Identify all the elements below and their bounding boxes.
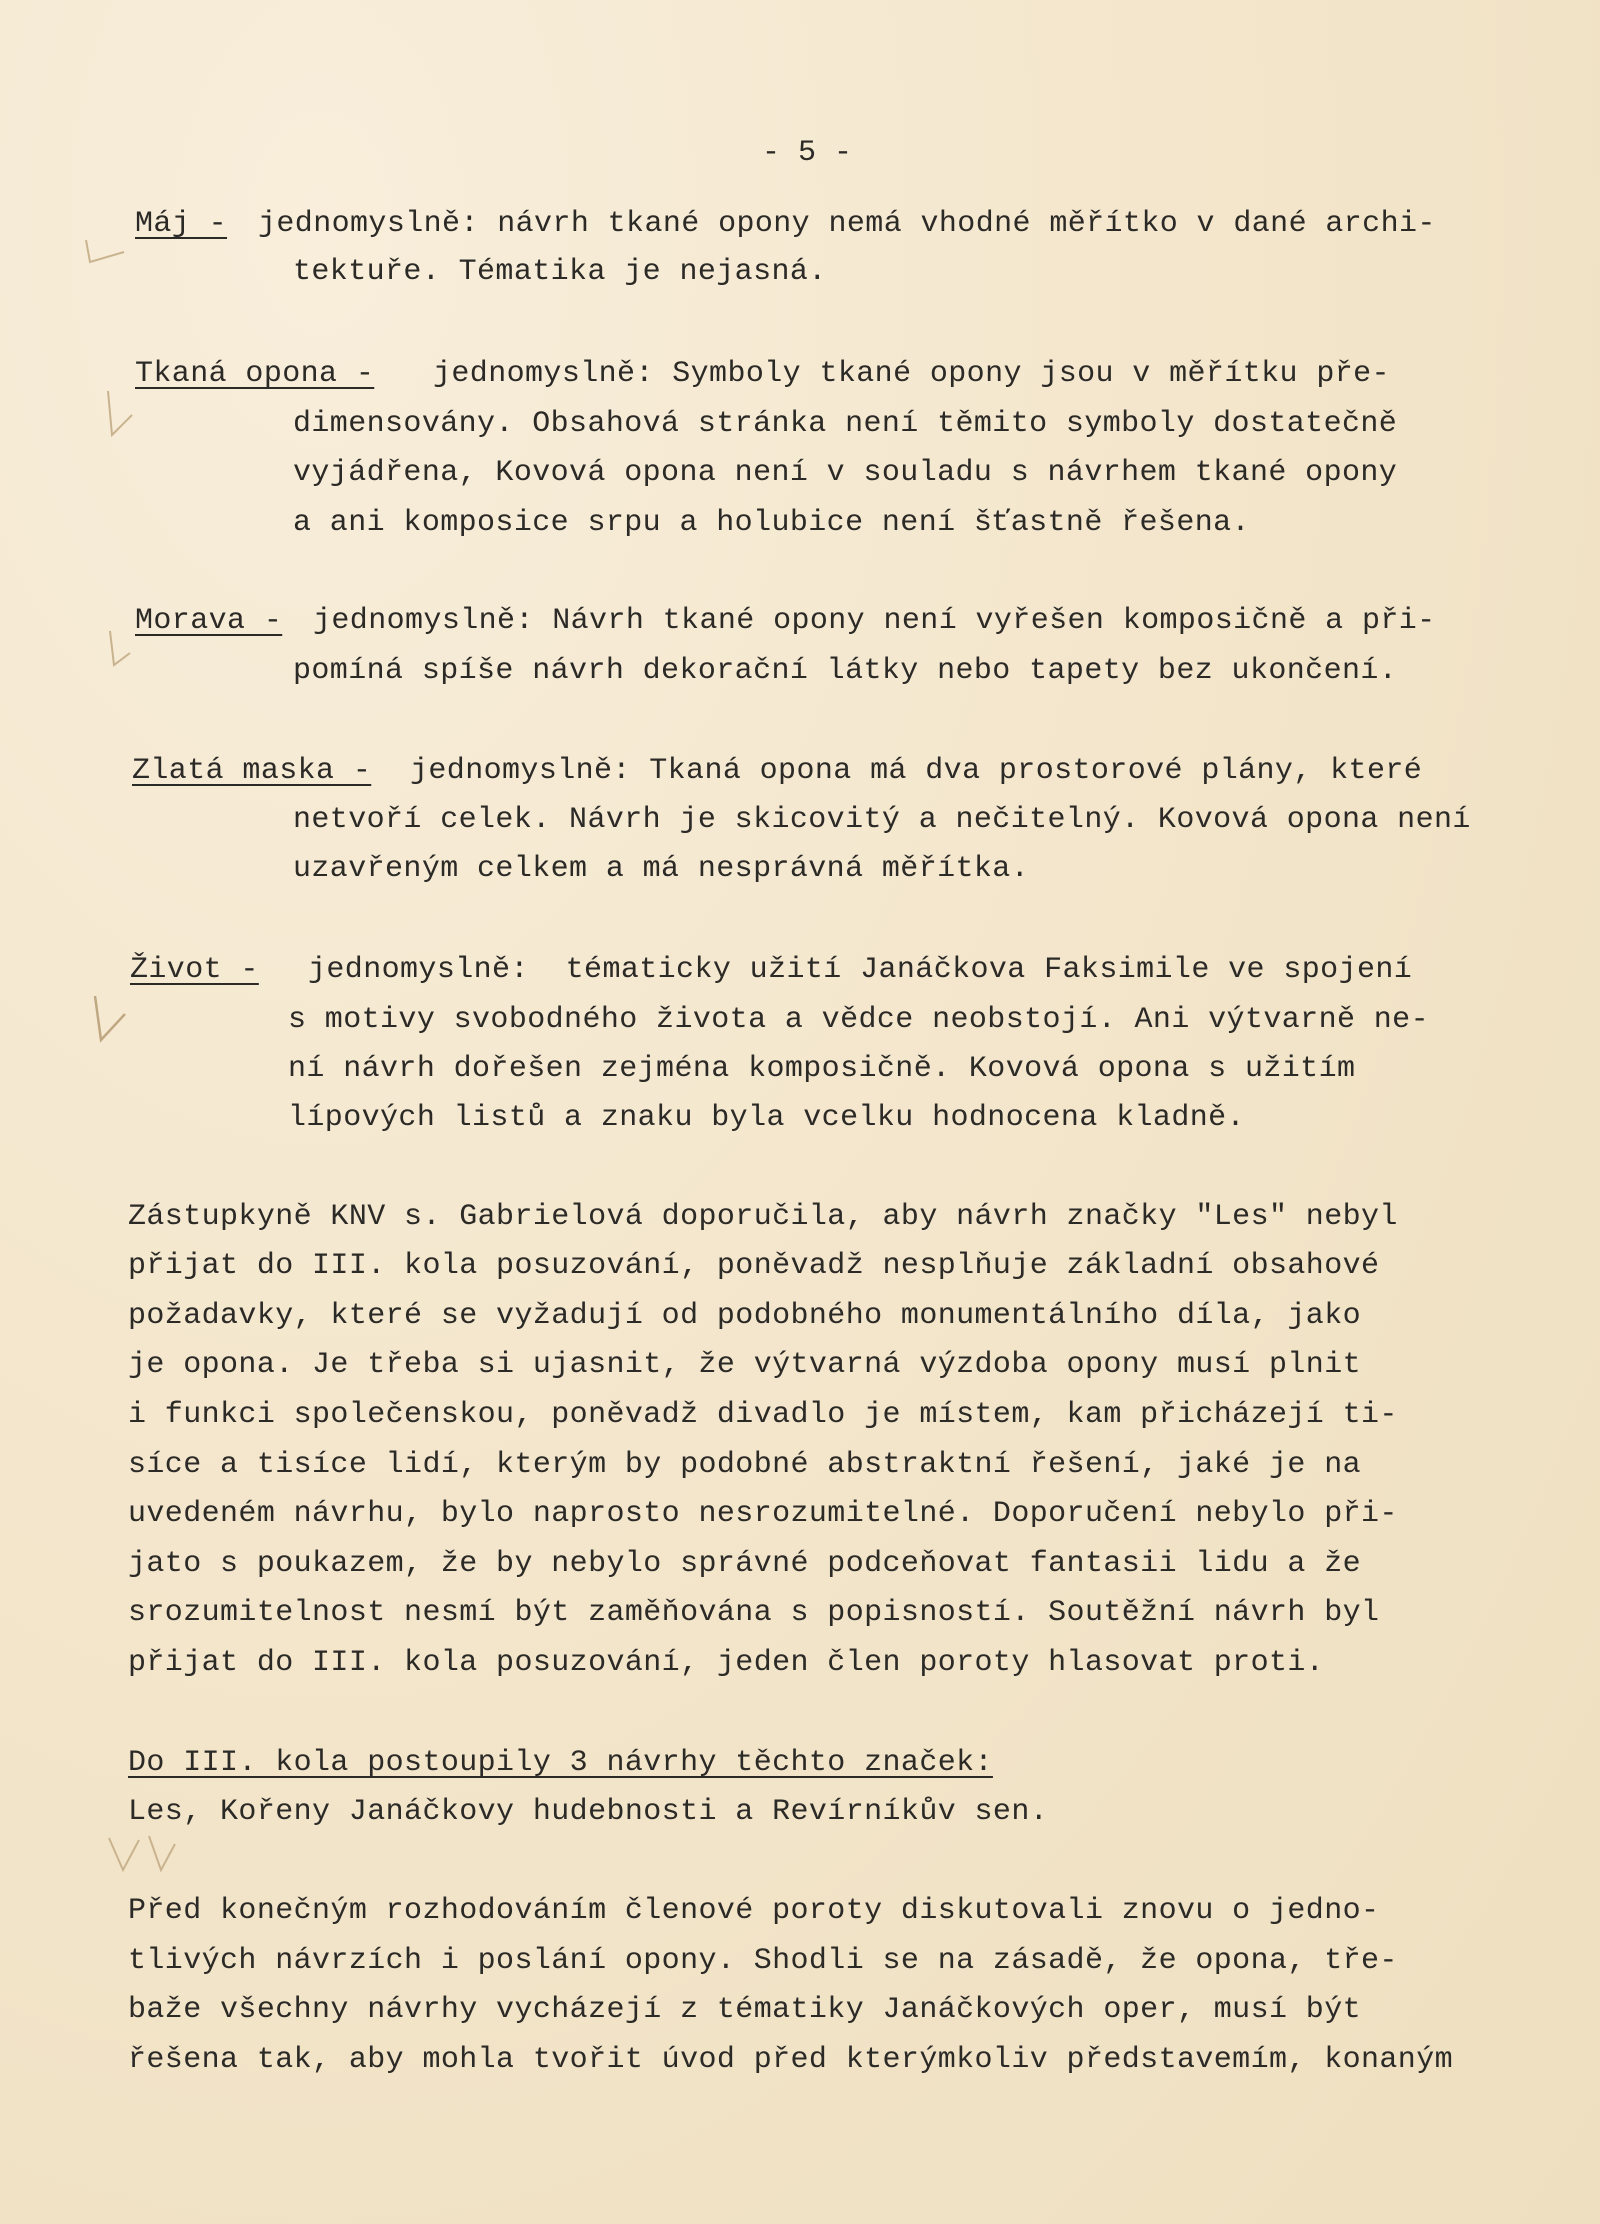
paragraph-line: řešena tak, aby mohla tvořit úvod před kterýmkoliv představemím, konaným xyxy=(128,2043,1454,2077)
page-number: - 5 - xyxy=(762,136,853,170)
paragraph-line: jato s poukazem, že by nebylo správné podceňovat fantasii lidu a že xyxy=(128,1547,1361,1581)
paragraph-line: tlivých návrzích i poslání opony. Shodli se na zásadě, že opona, tře- xyxy=(128,1944,1398,1978)
entry-line: dimensovány. Obsahová stránka není těmito symboly dostatečně xyxy=(293,407,1398,441)
paragraph-line: je opona. Je třeba si ujasnit, že výtvarná výzdoba opony musí plnit xyxy=(128,1348,1361,1382)
paragraph-line: uvedeném návrhu, bylo naprosto nesrozumitelné. Doporučení nebylo při- xyxy=(128,1497,1398,1531)
paragraph-line: přijat do III. kola posuzování, poněvadž nesplňuje základní obsahové xyxy=(128,1249,1380,1283)
entry-label-maj: Máj - xyxy=(135,207,228,241)
paragraph-line: srozumitelnost nesmí být zaměňována s popisností. Soutěžní návrh byl xyxy=(128,1596,1380,1630)
margin-check-mark-icon xyxy=(100,625,140,675)
entry-line: uzavřeným celkem a má nesprávná měřítka. xyxy=(293,852,1030,886)
entry-line: jednomyslně: Návrh tkané opony není vyřešen komposičně a při- xyxy=(313,604,1436,638)
paragraph-line: i funkci společenskou, poněvadž divadlo je místem, kam přicházejí ti- xyxy=(128,1398,1398,1432)
entry-line: netvoří celek. Návrh je skicovitý a nečitelný. Kovová opona není xyxy=(293,803,1471,837)
entry-line: a ani komposice srpu a holubice není šťastně řešena. xyxy=(293,506,1250,540)
margin-check-mark-icon xyxy=(105,1830,235,1880)
paragraph-line: Zástupkyně KNV s. Gabrielová doporučila, aby návrh značky "Les" nebyl xyxy=(128,1200,1398,1234)
entry-label-morava: Morava - xyxy=(135,604,283,638)
entry-line: ní návrh dořešen zejména komposičně. Kovová opona s užitím xyxy=(288,1052,1356,1086)
paragraph-line: přijat do III. kola posuzování, jeden člen poroty hlasovat proti. xyxy=(128,1646,1325,1680)
entry-line: jednomyslně: Symboly tkané opony jsou v měřítku pře- xyxy=(433,357,1390,391)
entry-label-zivot: Život - xyxy=(130,953,259,987)
entry-label-tkana-opona: Tkaná opona - xyxy=(135,357,375,391)
entry-line: jednomyslně: Tkaná opona má dva prostorové plány, které xyxy=(410,754,1423,788)
paragraph-line: Před konečným rozhodováním členové poroty diskutovali znovu o jedno- xyxy=(128,1894,1380,1928)
margin-check-mark-icon xyxy=(85,990,135,1050)
margin-check-mark-icon xyxy=(100,385,140,445)
margin-check-mark-icon xyxy=(80,230,130,270)
paragraph-line: síce a tisíce lidí, kterým by podobné abstraktní řešení, jaké je na xyxy=(128,1448,1361,1482)
entry-line: s motivy svobodného života a vědce neobstojí. Ani výtvarně ne- xyxy=(288,1003,1429,1037)
entry-line: tektuře. Tématika je nejasná. xyxy=(293,255,827,289)
entry-line: pomíná spíše návrh dekorační látky nebo tapety bez ukončení. xyxy=(293,654,1398,688)
paragraph-line: požadavky, které se vyžadují od podobného monumentálního díla, jako xyxy=(128,1299,1361,1333)
paragraph-line: baže všechny návrhy vycházejí z tématiky Janáčkových oper, musí být xyxy=(128,1993,1361,2027)
entry-label-zlata-maska: Zlatá maska - xyxy=(132,754,372,788)
round3-heading: Do III. kola postoupily 3 návrhy těchto značek: xyxy=(128,1746,993,1780)
entry-line: jednomyslně: návrh tkané opony nemá vhodné měřítko v dané archi- xyxy=(258,207,1436,241)
round3-list: Les, Kořeny Janáčkovy hudebnosti a Revírníkův sen. xyxy=(128,1795,1049,1829)
entry-line: lípových listů a znaku byla vcelku hodnocena kladně. xyxy=(288,1101,1245,1135)
entry-line: jednomyslně: tématicky užití Janáčkova Faksimile ve spojení xyxy=(308,953,1413,987)
entry-line: vyjádřena, Kovová opona není v souladu s návrhem tkané opony xyxy=(293,456,1398,490)
